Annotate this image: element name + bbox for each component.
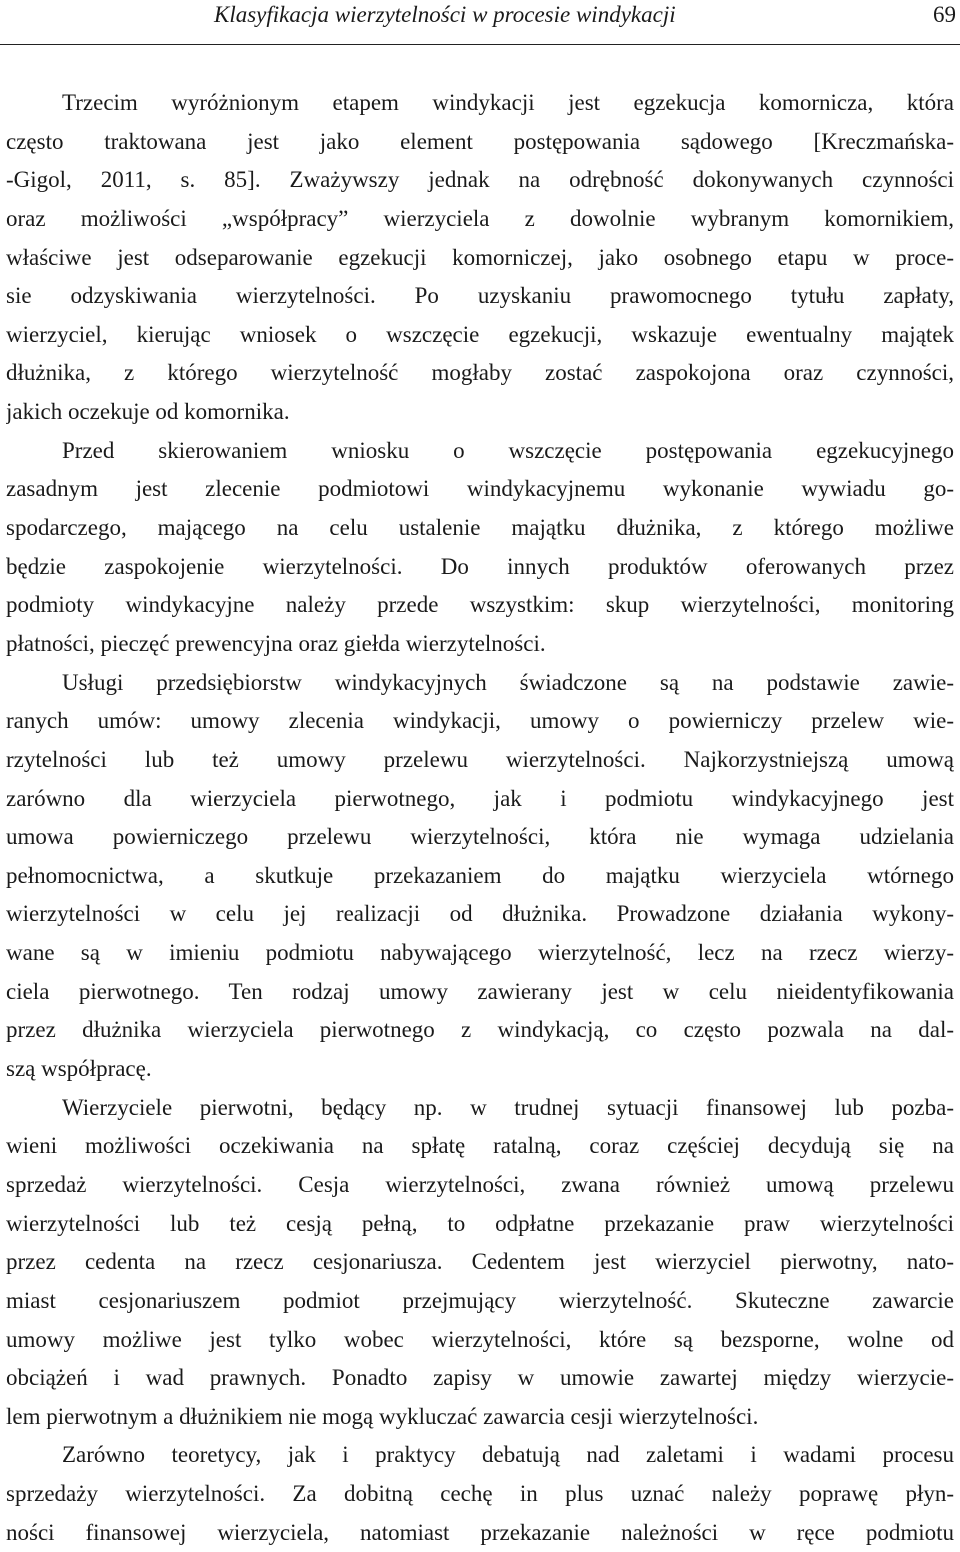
- text-line: lem pierwotnym a dłużnikiem nie mogą wykluczać zawarcia cesji wierzytelności.: [6, 1403, 759, 1429]
- text-line: wierzytelności lub też cesją pełną, to odpłatne przekazanie praw wierzytelności: [6, 1210, 954, 1236]
- running-title: Klasyfikacja wierzytelności w procesie windykacji: [214, 2, 676, 27]
- text-line: ności finansowej wierzyciela, natomiast przekazanie należności w ręce podmiotu: [6, 1519, 954, 1545]
- text-line: obciążeń i wad prawnych. Ponadto zapisy w umowie zawartej między wierzycie-: [6, 1365, 954, 1391]
- text-line: płatności, pieczęć prewencyjna oraz giełda wierzytelności.: [6, 630, 546, 656]
- text-line: dłużnika, z którego wierzytelność mogłaby zostać zaspokojona oraz czynności,: [6, 360, 954, 386]
- text-line: właściwe jest odseparowanie egzekucji komorniczej, jako osobnego etapu w proce-: [6, 244, 954, 270]
- text-line: wane są w imieniu podmiotu nabywającego wierzytelność, lecz na rzecz wierzy-: [6, 940, 954, 966]
- text-line: spodarczego, mającego na celu ustalenie majątku dłużnika, z którego możliwe: [6, 515, 954, 541]
- text-line: umowa powierniczego przelewu wierzytelności, która nie wymaga udzielania: [6, 824, 954, 850]
- page-number: 69: [933, 2, 956, 27]
- text-line: sprzedaż wierzytelności. Cesja wierzytelności, zwana również umową przelewu: [6, 1171, 954, 1197]
- text-line: Zarówno teoretycy, jak i praktycy debatują nad zaletami i wadami procesu: [62, 1442, 954, 1468]
- text-line: wierzyciel, kierując wniosek o wszczęcie egzekucji, wskazuje ewentualny majątek: [6, 321, 954, 347]
- text-line: wieni możliwości oczekiwania na spłatę ratalną, coraz częściej decydują się na: [6, 1133, 954, 1159]
- text-line: ciela pierwotnego. Ten rodzaj umowy zawierany jest w celu nieidentyfikowania: [6, 978, 954, 1004]
- text-line: szą współpracę.: [6, 1056, 152, 1082]
- text-line: podmioty windykacyjne należy przede wszystkim: skup wierzytelności, monitoring: [6, 592, 954, 618]
- text-line: zarówno dla wierzyciela pierwotnego, jak i podmiotu windykacyjnego jest: [6, 785, 954, 811]
- text-line: sie odzyskiwania wierzytelności. Po uzyskaniu prawomocnego tytułu zapłaty,: [6, 283, 954, 309]
- text-line: umowy możliwe jest tylko wobec wierzytelności, które są bezsporne, wolne od: [6, 1326, 954, 1352]
- text-line: często traktowana jest jako element postępowania sądowego [Kreczmańska-: [6, 128, 954, 154]
- page-header: [0, 0, 960, 45]
- text-line: ranych umów: umowy zlecenia windykacji, umowy o powierniczy przelew wie-: [6, 708, 954, 734]
- text-line: zasadnym jest zlecenie podmiotowi windykacyjnemu wykonanie wywiadu go-: [6, 476, 954, 502]
- text-line: Usługi przedsiębiorstw windykacyjnych świadczone są na podstawie zawie-: [62, 669, 954, 695]
- text-line: sprzedaży wierzytelności. Za dobitną cechę in plus uznać należy poprawę płyn-: [6, 1481, 954, 1507]
- text-line: Wierzyciele pierwotni, będący np. w trudnej sytuacji finansowej lub pozba-: [62, 1094, 954, 1120]
- text-line: przez cedenta na rzecz cesjonariusza. Cedentem jest wierzyciel pierwotny, nato-: [6, 1249, 954, 1275]
- text-line: jakich oczekuje od komornika.: [6, 399, 290, 425]
- text-line: -Gigol, 2011, s. 85]. Zważywszy jednak na odrębność dokonywanych czynności: [6, 167, 954, 193]
- text-line: wierzytelności w celu jej realizacji od dłużnika. Prowadzone działania wykony-: [6, 901, 954, 927]
- text-line: Trzecim wyróżnionym etapem windykacji jest egzekucja komornicza, która: [62, 90, 954, 115]
- text-line: będzie zaspokojenie wierzytelności. Do innych produktów oferowanych przez: [6, 553, 954, 579]
- body-text: [6, 84, 954, 1552]
- text-line: Przed skierowaniem wniosku o wszczęcie postępowania egzekucyjnego: [62, 437, 954, 463]
- text-line: miast cesjonariuszem podmiot przejmujący wierzytelność. Skuteczne zawarcie: [6, 1287, 954, 1313]
- text-line: rzytelności lub też umowy przelewu wierzytelności. Najkorzystniejszą umową: [6, 746, 954, 772]
- text-line: oraz możliwości „współpracy” wierzyciela z dowolnie wybranym komornikiem,: [6, 205, 954, 231]
- text-line: pełnomocnictwa, a skutkuje przekazaniem do majątku wierzyciela wtórnego: [6, 862, 954, 888]
- text-line: przez dłużnika wierzyciela pierwotnego z windykacją, co często pozwala na dal-: [6, 1017, 954, 1043]
